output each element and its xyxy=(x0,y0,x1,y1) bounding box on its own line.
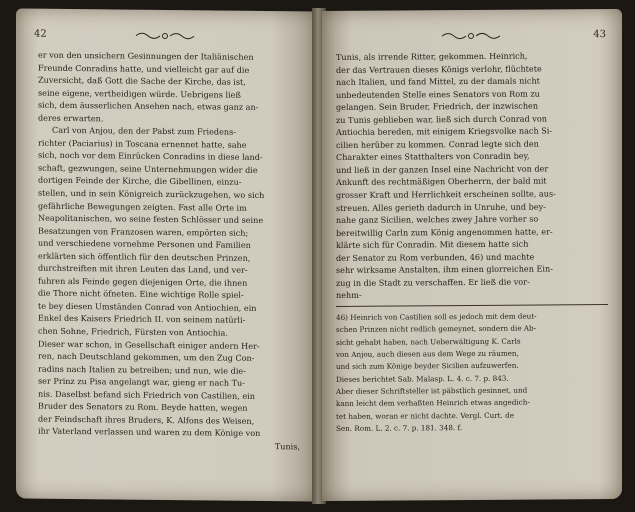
footnote xyxy=(336,310,608,435)
text-line: schaft, gezwungen, seine Unternehmungen wider die xyxy=(38,162,258,175)
text-line: sehr wirksame Anstalten, ihm einen glorreichen Ein- xyxy=(336,263,553,276)
right-page xyxy=(322,9,622,501)
text-line: Neapolitanischen, wo seine festen Schlösser und seine xyxy=(38,212,264,226)
text-line: Besatzungen von Franzosen waren, empörten sich; xyxy=(38,225,249,238)
text-line: te bey diesen Umständen Conrad von Antiochien, ein xyxy=(38,300,257,313)
text-line: ren, nach Deutschland gekommen, um den Zug Con- xyxy=(38,350,255,364)
page-number: 43 xyxy=(593,29,606,41)
text-line: cilien herüber zu kommen. Conrad legte sich den xyxy=(336,138,539,150)
text-line: fuhren als Feinde gegen diejenigen Orte, die ihnen xyxy=(38,275,248,288)
text-line: unbedeutenden Stelle eines Senators von Rom zu xyxy=(336,88,540,100)
text-line: schen Prinzen nicht redlich gemeynet, sondern die Ab- xyxy=(336,323,537,335)
text-line: deres erwarten. xyxy=(38,112,104,124)
text-line: durchstreiften mit ihren Leuten das Land, und ver- xyxy=(38,262,248,276)
right-body-text xyxy=(336,49,608,435)
text-line: Antiochia bereden, mit einigem Kriegsvolke nach Si- xyxy=(336,125,553,138)
text-line: Sen. Rom. L. 2. c. 7. p. 181. 348. f. xyxy=(336,423,463,433)
text-line: dortigen Feinde der Kirche, die Gibellinen, einzu- xyxy=(38,175,242,188)
text-line: Aber dieser Schriftsteller ist päbstlich gesinnet, und xyxy=(336,385,528,396)
text-line: radins nach Italien zu betreiben; und nun, wie die- xyxy=(38,363,246,376)
text-line: ser Prinz zu Pisa angelangt war, gieng er nach Tu- xyxy=(38,375,245,389)
text-line: zug in die Stadt zu verschaffen. Er ließ die vor- xyxy=(336,276,530,288)
text-line: richter (Paciarius) in Toscana ernennet hatte, sahe xyxy=(38,137,247,150)
text-line: streuen. Alles gerieth dadurch in Unruhe, und bey- xyxy=(336,201,546,213)
text-line: von Anjou, auch diesen aus dem Wege zu räumen, xyxy=(336,348,519,359)
text-line: der das Vertrauen dieses Königs verlohr, flüchtete xyxy=(336,63,542,75)
text-line: Tunis, xyxy=(274,441,300,452)
text-line: Enkel des Kaisers Friedrich II. von seinem natürli- xyxy=(38,313,246,326)
text-line: Dieses berichtet Sab. Malasp. L. 4. c. 7. p. 843. xyxy=(336,373,509,384)
text-line: nis. Daselbst befand sich Friedrich von Castilien, ein xyxy=(38,388,255,401)
text-line: kann leicht dem verhaßten Heinrich etwas angedich- xyxy=(336,397,530,409)
text-line: nach Italien, und fand Mittel, zu der damals nicht xyxy=(336,75,540,88)
text-line: Freunde Conradins hatte, und vielleicht gar auf die xyxy=(38,62,250,75)
text-line: der Feindschaft ihres Bruders, K. Alfons des Weisen, xyxy=(38,413,255,426)
text-line: und ließ in der ganzen Insel eine Nachricht von der xyxy=(336,163,549,175)
left-body-text xyxy=(38,49,300,453)
text-line: sich, dem äusserlichen Ansehen nach, etwas ganz an- xyxy=(38,99,259,113)
text-line: Dieser war schon, in Gesellschaft einiger andern Her- xyxy=(38,338,260,351)
footnote-divider xyxy=(336,304,608,307)
text-line: die Thore nicht öfneten. Eine wichtige Rolle spiel- xyxy=(38,288,244,301)
printer-ornament-icon xyxy=(440,30,502,42)
text-line: nehm- xyxy=(336,290,362,301)
text-line: stellen, und in sein Königreich zurückzugehen, wo sich xyxy=(38,187,265,201)
text-line: und verschiedene vornehme Personen und Familien xyxy=(38,237,251,251)
text-line: Carl von Anjou, den der Pabst zum Friedens- xyxy=(52,125,236,138)
text-line: zu Tunis geblieben war, ließ sich durch Conrad von xyxy=(336,113,547,125)
text-line: bereitwillig Carln zum König angenommen hatte, er- xyxy=(336,226,553,238)
page-number: 42 xyxy=(34,28,47,40)
text-line: Zuversicht, daß Gott die Sache der Kirche, das ist, xyxy=(38,74,246,87)
text-line: Tunis, als irrende Ritter, gekommen. Heinrich, xyxy=(336,50,528,62)
text-line: klärte sich für Conradin. Mit diesem hatte sich xyxy=(336,238,529,251)
text-line: 46) Heinrich von Castilien soll es jedoch mit dem deut- xyxy=(336,311,537,322)
text-line: erklärten sich öffentlich für den deutschen Prinzen, xyxy=(38,250,251,263)
text-line: er von den unsichern Gesinnungen der Italiänischen xyxy=(38,49,254,62)
text-line: ihr Vaterland verlassen und waren zu dem Könige von xyxy=(38,426,261,439)
text-line: sich, noch vor dem Einrücken Conradins in diese land- xyxy=(38,150,263,163)
text-line: der Senator zu Rom verbunden, 46) und machte xyxy=(336,251,535,263)
text-line: nahe ganz Sicilien, welches zwey Jahre vorher so xyxy=(336,213,539,226)
right-main-text xyxy=(336,49,608,302)
text-line: gelangen. Sein Bruder, Friedrich, der inzwischen xyxy=(336,100,539,113)
text-line: seine eigene, vertheidigen würde. Uebrigens ließ xyxy=(38,87,241,100)
text-line: chen Sohne, Friedrich, Fürsten von Antiochia. xyxy=(38,325,228,338)
text-line: grosser Kraft und Herrlichkeit erscheinen sollte, aus- xyxy=(336,188,556,200)
text-line: Charakter eines Statthalters von Conradin bey, xyxy=(336,150,530,163)
text-line: Bruder des Senators zu Rom. Beyde hatten, wegen xyxy=(38,400,248,414)
text-line: Ankunft des rechtmäßigen Oberherrn, der bald mit xyxy=(336,175,547,188)
printer-ornament-icon xyxy=(134,30,196,43)
text-line: sicht gehabt haben, nach Ueberwältigung K. Carls xyxy=(336,336,521,347)
text-line: und sich zum Könige beyder Sicilien aufzuwerfen. xyxy=(336,360,519,372)
left-page xyxy=(16,8,316,501)
text-line: gefährliche Bewegungen zeigten. Fast alle Orte im xyxy=(38,200,247,213)
text-line: tet haben, woran er nicht dachte. Vergl. Curt. de xyxy=(336,410,514,421)
